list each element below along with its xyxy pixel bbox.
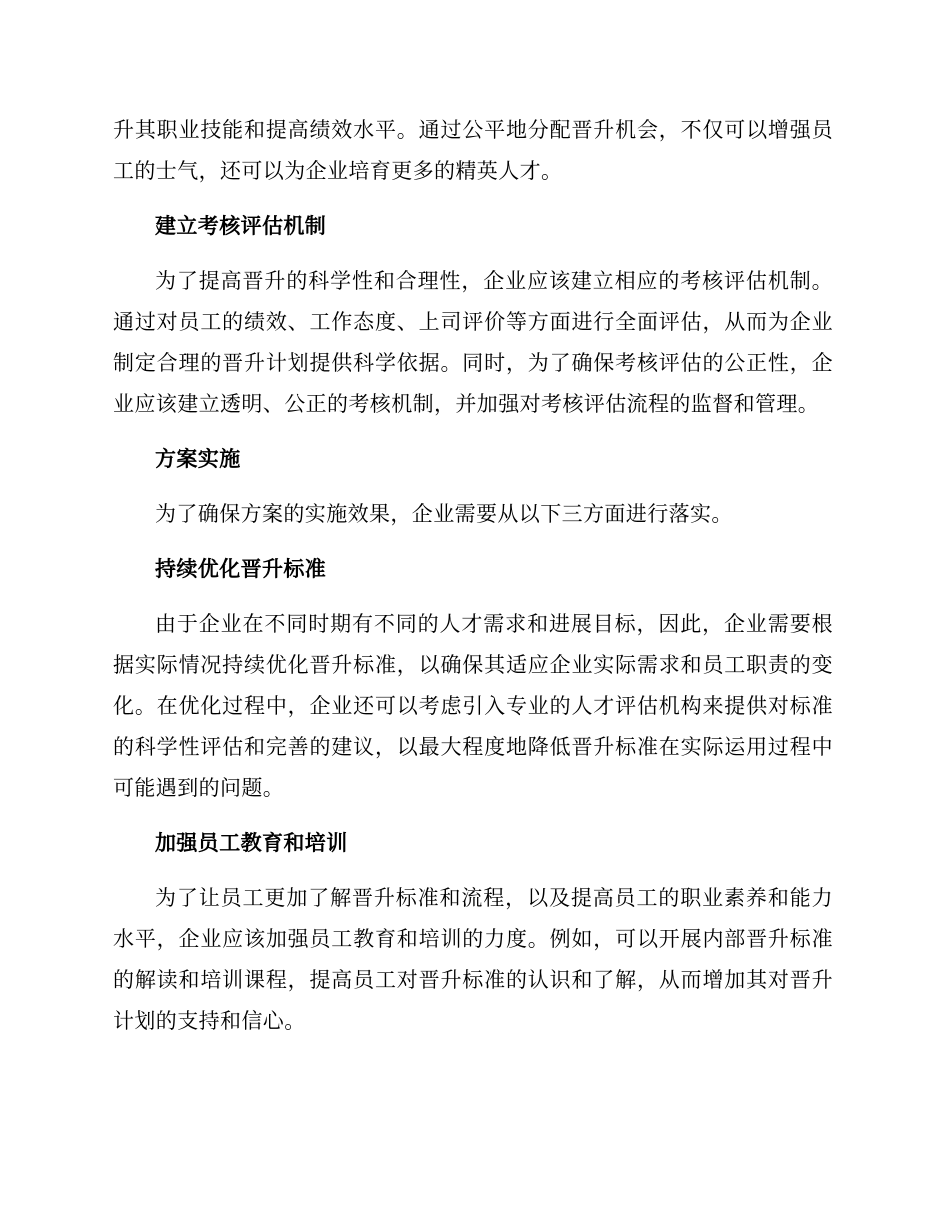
paragraph-assessment: 为了提高晋升的科学性和合理性，企业应该建立相应的考核评估机制。通过对员工的绩效、工作态度、上司评价等方面进行全面评估，从而为企业制定合理的晋升计划提供科学依据。同时，为了确保考核评估的公正性，企业应该建立透明、公正的考核机制，并加强对考核评估流程的监督和管理。 — [113, 269, 833, 416]
section-heading-implementation: 方案实施 — [155, 447, 241, 471]
paragraph-training: 为了让员工更加了解晋升标准和流程，以及提高员工的职业素养和能力水平，企业应该加强员工教育和培训的力度。例如，可以开展内部晋升标准的解读和培训课程，提高员工对晋升标准的认识和了解，从而增加其对晋升计划的支持和信心。 — [113, 886, 833, 1033]
paragraph-optimize-standards: 由于企业在不同时期有不同的人才需求和进展目标，因此，企业需要根据实际情况持续优化晋升标准，以确保其适应企业实际需求和员工职责的变化。在优化过程中，企业还可以考虑引入专业的人才评估机构来提供对标准的科学性评估和完善的建议，以最大程度地降低晋升标准在实际运用过程中可能遇到的问题。 — [113, 612, 833, 800]
section-heading-assessment: 建立考核评估机制 — [155, 214, 327, 238]
document-body — [113, 110, 833, 1056]
section-heading-training: 加强员工教育和培训 — [155, 831, 348, 855]
section-heading-optimize-standards: 持续优化晋升标准 — [155, 557, 327, 581]
paragraph-continuation: 升其职业技能和提高绩效水平。通过公平地分配晋升机会，不仅可以增强员工的士气，还可以为企业培育更多的精英人才。 — [113, 118, 833, 183]
paragraph-implementation: 为了确保方案的实施效果，企业需要从以下三方面进行落实。 — [155, 502, 733, 526]
